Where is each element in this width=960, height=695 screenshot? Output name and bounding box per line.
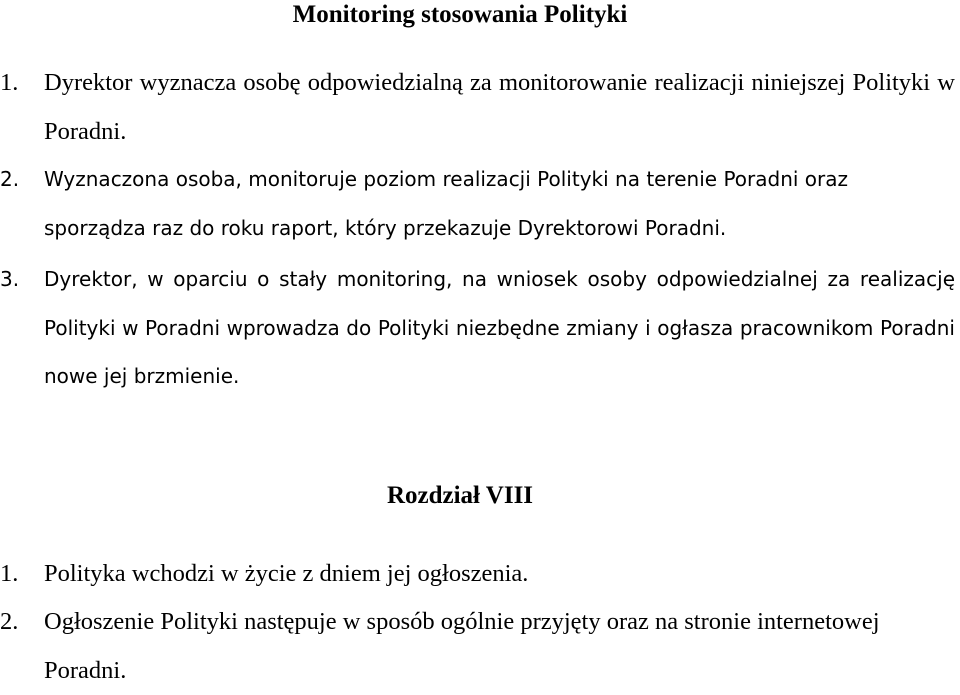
list-item-monitoring-1: [0, 59, 955, 159]
list-item-monitoring-3: [0, 255, 955, 405]
list-item-monitoring-2: [0, 155, 955, 255]
section-title-chapter-viii: Rozdział VIII: [386, 482, 534, 509]
list-item-number: 3.: [0, 267, 20, 291]
list-item-number: 1.: [0, 560, 19, 587]
section-title-monitoring: Monitoring stosowania Polityki: [292, 1, 628, 28]
list-item-text: Polityka wchodzi w życie z dniem jej ogłoszenia.: [44, 560, 529, 587]
list-item-text: Wyznaczona osoba, monitoruje poziom realizacji Polityki na terenie Poradni oraz sporządza raz do roku raport, który przekazuje Dyrektorowi Poradni.: [44, 167, 849, 240]
list-item-text: Dyrektor, w oparciu o stały monitoring, na wniosek osoby odpowiedzialnej za realizację Polityki w Poradni wprowadza do Polityki niezbędne zmiany i ogłasza pracownikom Poradni nowe jej brzmienie.: [44, 267, 955, 388]
list-item-chapter-1: [0, 550, 955, 600]
list-item-number: 2.: [0, 608, 19, 635]
list-item-number: 2.: [0, 167, 20, 191]
list-item-text: Dyrektor wyznacza osobę odpowiedzialną za monitorowanie realizacji niniejszej Polityki w Poradni.: [44, 69, 955, 145]
list-item-chapter-2: [0, 598, 955, 693]
list-item-text: Ogłoszenie Polityki następuje w sposób ogólnie przyjęty oraz na stronie internetowej Poradni.: [44, 608, 880, 684]
list-item-number: 1.: [0, 69, 19, 96]
